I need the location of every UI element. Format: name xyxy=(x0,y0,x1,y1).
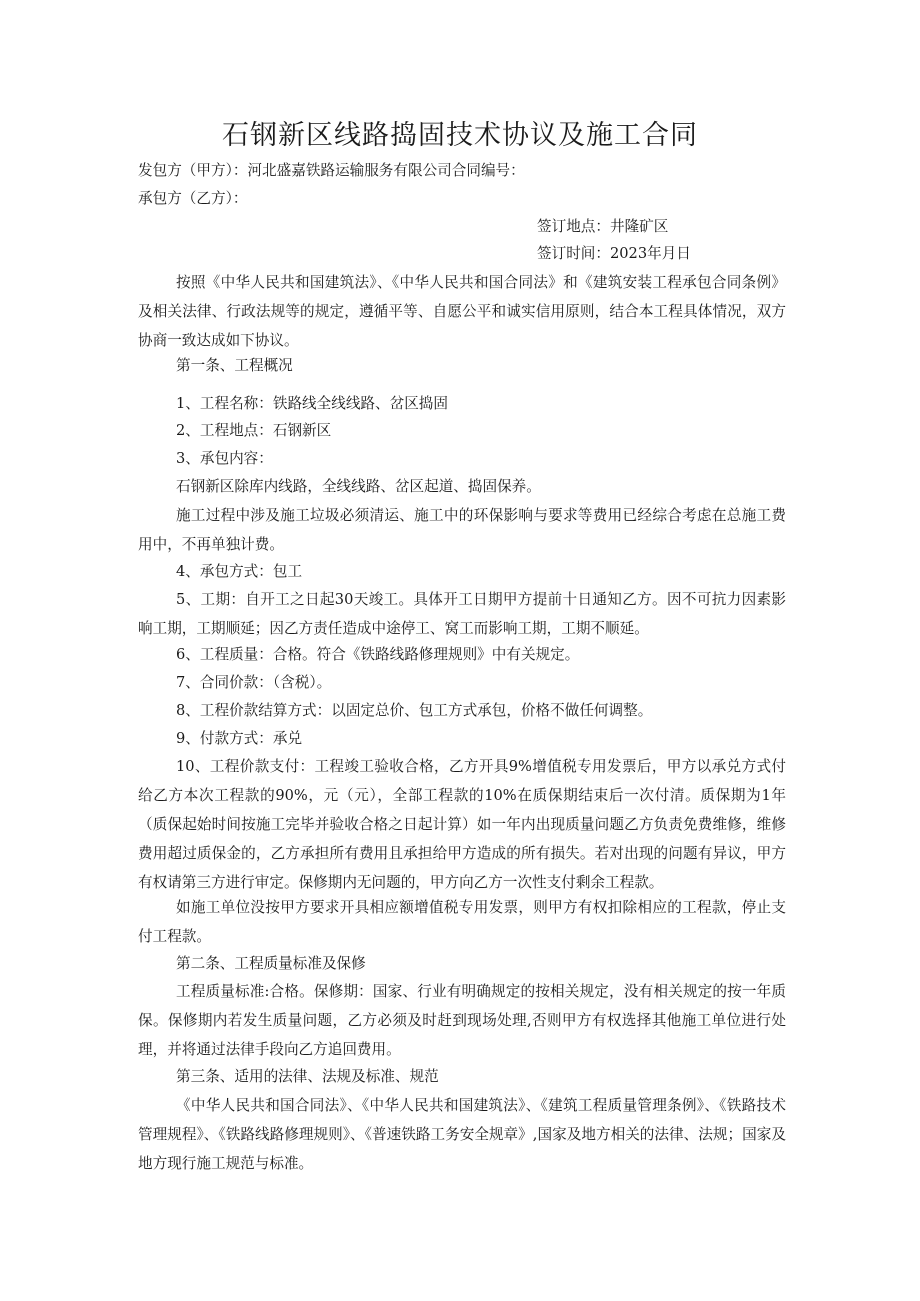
party-a: 发包方（甲方）：河北盛嘉铁路运输服务有限公司合同编号： xyxy=(138,162,525,179)
article2-body: 工程质量标准:合格。保修期：国家、行业有明确规定的按相关规定，没有相关规定的按一年质保。保修期内若发生质量问题，乙方必须及时赶到现场处理,否则甲方有权选择其他施工单位进行处理，并将通过法律手段向乙方追回费用。 xyxy=(138,983,786,1058)
article3-body: 《中华人民共和国合同法》、《中华人民共和国建筑法》、《建筑工程质量管理条例》、《铁路技术管理规程》、《铁路线路修理规则》、《普速铁路工务安全规章》,国家及地方相关的法律、法规；国家及地方现行施工规范与标准。 xyxy=(138,1097,786,1172)
item-5: 5、工期：自开工之日起30天竣工。具体开工日期甲方提前十日通知乙方。因不可抗力因素影响工期，工期顺延；因乙方责任造成中途停工、窝工而影响工期，工期不顺延。 xyxy=(138,591,786,637)
item-3-note: 施工过程中涉及施工垃圾必须清运、施工中的环保影响与要求等费用已经综合考虑在总施工费用中，不再单独计费。 xyxy=(138,507,786,553)
item-3: 3、承包内容： xyxy=(176,450,273,467)
item-2: 2、工程地点：石钢新区 xyxy=(176,422,332,439)
item-1: 1、工程名称：铁路线全线线路、岔区捣固 xyxy=(176,395,448,412)
sign-place: 签订地点：井隆矿区 xyxy=(537,218,669,235)
preamble: 按照《中华人民共和国建筑法》、《中华人民共和国合同法》和《建筑安装工程承包合同条例》及相关法律、行政法规等的规定，遵循平等、自愿公平和诚实信用原则，结合本工程具体情况，双方协商一致达成如下协议。 xyxy=(138,274,786,349)
item-4: 4、承包方式：包工 xyxy=(176,563,303,580)
article3-title: 第三条、适用的法律、法规及标准、规范 xyxy=(176,1068,439,1085)
item-6: 6、工程质量：合格。符合《铁路线路修理规则》中有关规定。 xyxy=(176,646,580,663)
page-title: 石钢新区线路捣固技术协议及施工合同 xyxy=(222,120,698,151)
item-9: 9、付款方式：承兑 xyxy=(176,730,303,747)
item-8: 8、工程价款结算方式：以固定总价、包工方式承包，价格不做任何调整。 xyxy=(176,702,653,719)
article1-title: 第一条、工程概况 xyxy=(176,357,293,374)
item-10-note: 如施工单位没按甲方要求开具相应额增值税专用发票，则甲方有权扣除相应的工程款，停止支付工程款。 xyxy=(138,899,786,945)
item-7: 7、合同价款：（含税）。 xyxy=(176,674,332,691)
party-b: 承包方（乙方）： xyxy=(138,190,248,207)
sign-time: 签订时间：2023年月日 xyxy=(537,245,691,262)
article2-title: 第二条、工程质量标准及保修 xyxy=(176,955,366,972)
item-3-detail: 石钢新区除库内线路，全线线路、岔区起道、捣固保养。 xyxy=(176,478,541,495)
item-10: 10、工程价款支付：工程竣工验收合格，乙方开具9%增值税专用发票后，甲方以承兑方式付给乙方本次工程款的90%，元（元），全部工程款的10%在质保期结束后一次付清。质保期为1年（质保起始时间按施工完毕并验收合格之日起计算）如一年内出现质量问题乙方负责免费维修，维修费用超过质保金的，乙方承担所有费用且承担给甲方造成的所有损失。若对出现的问题有异议，甲方有权请第三方进行审定。保修期内无问题的，甲方向乙方一次性支付剩余工程款。 xyxy=(138,758,786,891)
